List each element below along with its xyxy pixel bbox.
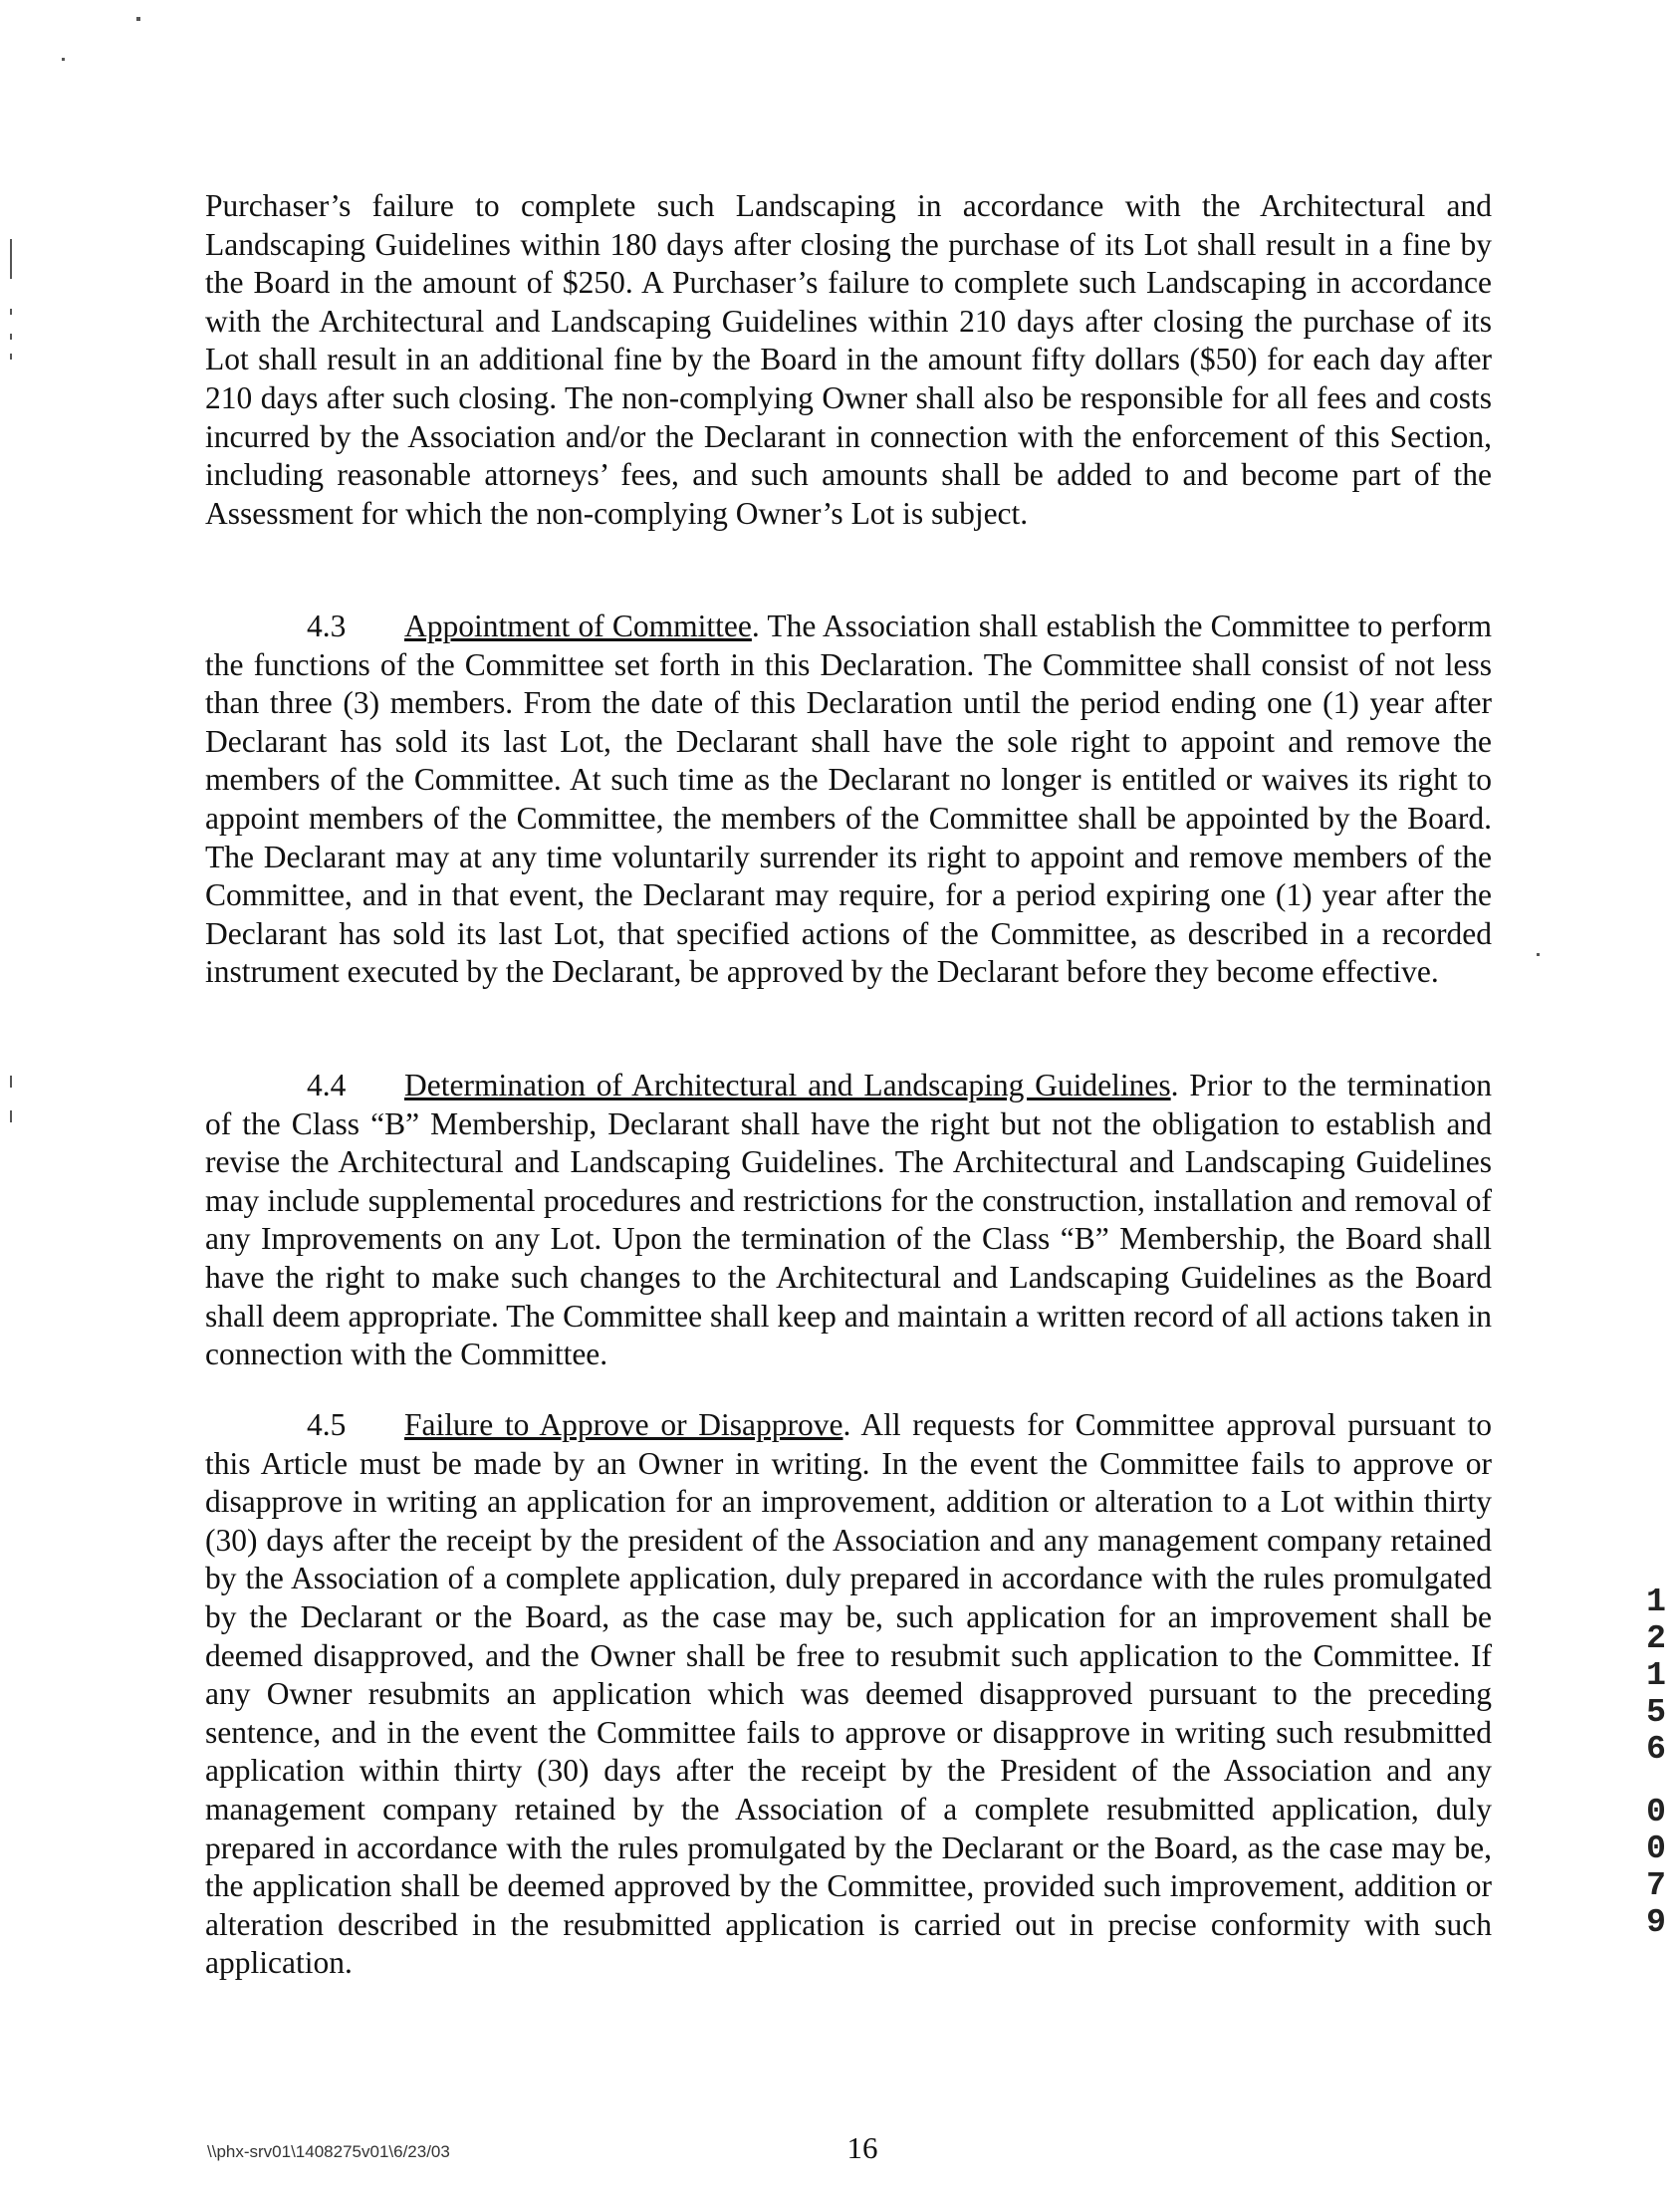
section-4-5 xyxy=(205,1406,1492,1983)
scan-mark xyxy=(136,17,140,21)
continued-paragraph xyxy=(205,187,1492,533)
page-number: 16 xyxy=(846,2130,878,2165)
section-text: . All requests for Committee approval pursuant to this Article must be made by an Owner in writing. In the event the Committee fails to approve or disapprove in writing an application for an improvement, addition or alteration to a Lot within thirty (30) days after the receipt by the president of the Association and any management company retained by the Association of a complete application, duly prepared in accordance with the rules promulgated by the Declarant or the Board, as the case may be, such application for an improvement shall be deemed disapproved, and the Owner shall be free to resubmit such application to the Committee. If any Owner resubmits an application which was deemed disapproved pursuant to the preceding sentence, and in the event the Committee fails to approve or disapprove in writing such resubmitted application within thirty (30) days after the receipt by the President of the Association and any management company retained by the Association of a complete resubmitted application, duly prepared in accordance with the rules promulgated by the Declarant or the Board, as the case may be, the application shall be deemed approved by the Committee, provided such improvement, addition or alteration described in the resubmitted application is carried out in precise conformity with such application. xyxy=(205,1407,1492,1981)
recording-digit: 2 xyxy=(1646,1620,1666,1657)
scan-mark xyxy=(10,354,12,360)
section-number: 4.3 xyxy=(307,609,347,643)
section-title: Appointment of Committee xyxy=(404,609,752,643)
section-4-3 xyxy=(205,608,1492,992)
recording-digit: 1 xyxy=(1646,1584,1666,1620)
recording-digit: 1 xyxy=(1646,1657,1666,1694)
section-number: 4.5 xyxy=(307,1407,347,1442)
scan-mark xyxy=(10,239,12,279)
section-text: . Prior to the termination of the Class “B” Membership, Declarant shall have the right but not the obligation to establish and revise the Architectural and Landscaping Guidelines. The Architectural and Landscaping Guidelines may include supplemental procedures and restrictions for the construction, installation and removal of any Improvements on any Lot. Upon the termination of the Class “B” Membership, the Board shall have the right to make such changes to the Architectural and Landscaping Guidelines as the Board shall deem appropriate. The Committee shall keep and maintain a written record of all actions taken in connection with the Committee. xyxy=(205,1068,1492,1372)
recording-digit: 5 xyxy=(1646,1694,1666,1731)
scan-mark xyxy=(10,1110,12,1122)
section-number: 4.4 xyxy=(307,1068,347,1102)
scan-mark xyxy=(10,309,12,315)
section-title: Determination of Architectural and Landscaping Guidelines xyxy=(404,1068,1171,1102)
paragraph-text: Purchaser’s failure to complete such Landscaping in accordance with the Architectural and Landscaping Guidelines within 180 days after closing the purchase of its Lot shall result in a fine by the Board in the amount of $250. A Purchaser’s failure to complete such Landscaping in accordance with the Architectural and Landscaping Guidelines within 210 days after closing the purchase of its Lot shall result in an additional fine by the Board in the amount fifty dollars ($50) for each day after 210 days after such closing. The non-complying Owner shall also be responsible for all fees and costs incurred by the Association and/or the Declarant in connection with the enforcement of this Section, including reasonable attorneys’ fees, and such amounts shall be added to and become part of the Assessment for which the non-complying Owner’s Lot is subject. xyxy=(205,188,1492,531)
section-4-4 xyxy=(205,1067,1492,1374)
recording-digit: 0 xyxy=(1646,1794,1666,1830)
scan-mark xyxy=(10,334,12,340)
recording-digit: 9 xyxy=(1646,1904,1666,1941)
footer-file-path: \\phx-srv01\1408275v01\6/23/03 xyxy=(207,2142,450,2161)
section-text: . The Association shall establish the Committee to perform the functions of the Committee set forth in this Declaration. The Committee shall consist of not less than three (3) members. From the date of this Declaration until the period ending one (1) year after Declarant has sold its last Lot, the Declarant shall have the sole right to appoint and remove the members of the Committee. At such time as the Declarant no longer is entitled or waives its right to appoint members of the Committee, the members of the Committee shall be appointed by the Board. The Declarant may at any time voluntarily surrender its right to appoint and remove members of the Committee, and in that event, the Declarant may require, for a period expiring one (1) year after the Declarant has sold its last Lot, that specified actions of the Committee, as described in a recorded instrument executed by the Declarant, be approved by the Declarant before they become effective. xyxy=(205,609,1492,990)
scan-mark xyxy=(62,58,65,61)
section-title: Failure to Approve or Disapprove xyxy=(404,1407,843,1442)
recording-digit: 6 xyxy=(1646,1731,1666,1768)
recording-gap xyxy=(1643,1768,1669,1794)
recording-number xyxy=(1643,1584,1669,1941)
scan-mark xyxy=(10,1076,12,1088)
scan-mark xyxy=(1537,953,1540,956)
recording-digit: 0 xyxy=(1646,1830,1666,1867)
recording-digit: 7 xyxy=(1646,1867,1666,1904)
